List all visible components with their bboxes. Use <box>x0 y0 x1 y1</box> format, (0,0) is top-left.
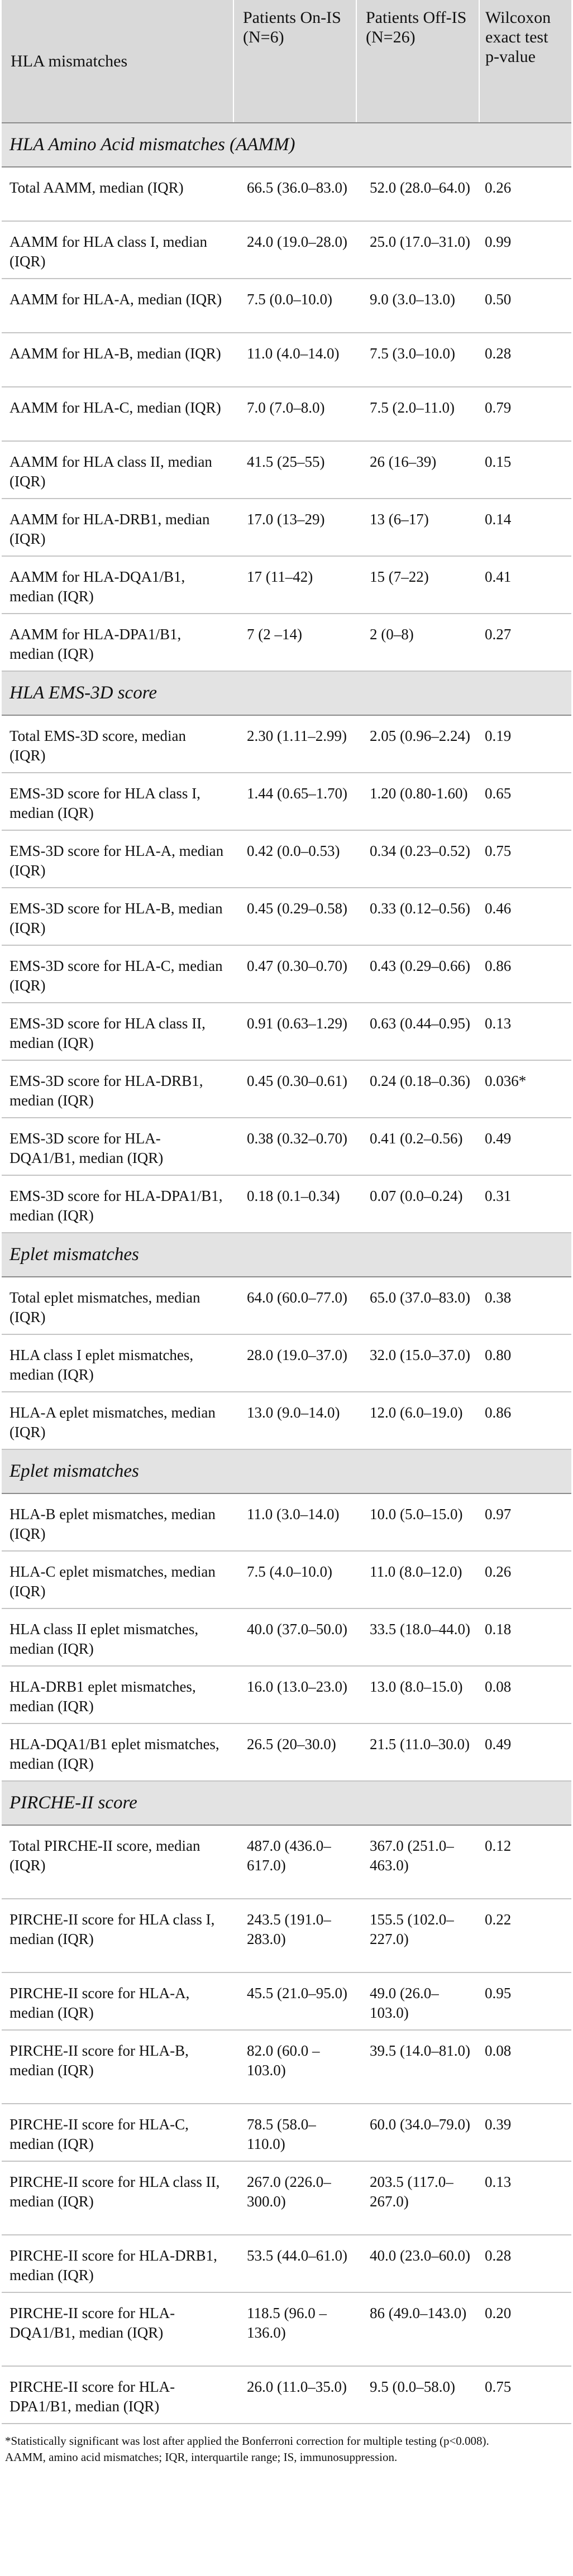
off-is-value: 49.0 (26.0–103.0) <box>356 1972 479 2030</box>
row-label: AAMM for HLA class II, median (IQR) <box>2 441 233 499</box>
off-is-value: 0.41 (0.2–0.56) <box>356 1118 479 1175</box>
header-wilcoxon-p-value: Wilcoxon exact test p-value <box>479 0 571 123</box>
on-is-value: 0.45 (0.29–0.58) <box>233 888 356 945</box>
row-label: Total eplet mismatches, median (IQR) <box>2 1277 233 1334</box>
table-row <box>2 1003 571 1060</box>
on-is-value: 26.0 (11.0–35.0) <box>233 2366 356 2424</box>
on-is-value: 2.30 (1.11–2.99) <box>233 715 356 773</box>
on-is-value: 487.0 (436.0–617.0) <box>233 1825 356 1899</box>
off-is-value: 203.5 (117.0–267.0) <box>356 2161 479 2235</box>
on-is-value: 13.0 (9.0–14.0) <box>233 1392 356 1449</box>
off-is-value: 2 (0–8) <box>356 614 479 671</box>
row-label: PIRCHE-II score for HLA class II, median (IQR) <box>2 2161 233 2235</box>
off-is-value: 10.0 (5.0–15.0) <box>356 1493 479 1551</box>
on-is-value: 66.5 (36.0–83.0) <box>233 167 356 221</box>
off-is-value: 15 (7–22) <box>356 556 479 614</box>
on-is-value: 24.0 (19.0–28.0) <box>233 221 356 279</box>
header-hla-mismatches: HLA mismatches <box>2 0 233 123</box>
on-is-value: 0.42 (0.0–0.53) <box>233 830 356 888</box>
off-is-value: 9.0 (3.0–13.0) <box>356 279 479 333</box>
off-is-value: 32.0 (15.0–37.0) <box>356 1334 479 1392</box>
off-is-value: 52.0 (28.0–64.0) <box>356 167 479 221</box>
p-value: 0.08 <box>479 2030 571 2104</box>
row-label: HLA class II eplet mismatches, median (IQR) <box>2 1608 233 1666</box>
row-label: AAMM for HLA-A, median (IQR) <box>2 279 233 333</box>
on-is-value: 16.0 (13.0–23.0) <box>233 1666 356 1723</box>
off-is-value: 0.43 (0.29–0.66) <box>356 945 479 1003</box>
p-value: 0.26 <box>479 1551 571 1608</box>
table-row <box>2 279 571 333</box>
header-patients-on-is: Patients On-IS (N=6) <box>233 0 356 123</box>
off-is-value: 25.0 (17.0–31.0) <box>356 221 479 279</box>
row-label: PIRCHE-II score for HLA-DRB1, median (IQR) <box>2 2235 233 2292</box>
row-label: PIRCHE-II score for HLA-DPA1/B1, median (IQR) <box>2 2366 233 2424</box>
row-label: EMS-3D score for HLA-C, median (IQR) <box>2 945 233 1003</box>
row-label: EMS-3D score for HLA-DQA1/B1, median (IQR) <box>2 1118 233 1175</box>
table-row <box>2 1392 571 1449</box>
off-is-value: 39.5 (14.0–81.0) <box>356 2030 479 2104</box>
p-value: 0.38 <box>479 1277 571 1334</box>
on-is-value: 0.91 (0.63–1.29) <box>233 1003 356 1060</box>
p-value: 0.86 <box>479 1392 571 1449</box>
off-is-value: 0.63 (0.44–0.95) <box>356 1003 479 1060</box>
off-is-value: 40.0 (23.0–60.0) <box>356 2235 479 2292</box>
row-label: Total PIRCHE-II score, median (IQR) <box>2 1825 233 1899</box>
p-value: 0.97 <box>479 1493 571 1551</box>
on-is-value: 78.5 (58.0–110.0) <box>233 2104 356 2161</box>
on-is-value: 7 (2 –14) <box>233 614 356 671</box>
p-value: 0.95 <box>479 1972 571 2030</box>
on-is-value: 17.0 (13–29) <box>233 499 356 556</box>
p-value: 0.41 <box>479 556 571 614</box>
off-is-value: 13 (6–17) <box>356 499 479 556</box>
row-label: AAMM for HLA class I, median (IQR) <box>2 221 233 279</box>
table-footnotes <box>2 2433 571 2465</box>
section-header-row <box>2 123 571 167</box>
p-value: 0.15 <box>479 441 571 499</box>
p-value: 0.20 <box>479 2292 571 2366</box>
p-value: 0.50 <box>479 279 571 333</box>
section-header-row <box>2 671 571 715</box>
off-is-value: 21.5 (11.0–30.0) <box>356 1723 479 1781</box>
section-title: Eplet mismatches <box>2 1233 571 1277</box>
row-label: HLA-DQA1/B1 eplet mismatches, median (IQR) <box>2 1723 233 1781</box>
table-row <box>2 1175 571 1233</box>
row-label: PIRCHE-II score for HLA-B, median (IQR) <box>2 2030 233 2104</box>
table-body <box>2 123 571 2424</box>
p-value: 0.75 <box>479 830 571 888</box>
table-row <box>2 888 571 945</box>
table-row <box>2 1277 571 1334</box>
row-label: EMS-3D score for HLA-B, median (IQR) <box>2 888 233 945</box>
table-row <box>2 1972 571 2030</box>
footnote-significance: *Statistically significant was lost after applied the Bonferroni correction for multiple testing (p<0.008). <box>5 2434 489 2448</box>
off-is-value: 9.5 (0.0–58.0) <box>356 2366 479 2424</box>
p-value: 0.19 <box>479 715 571 773</box>
off-is-value: 2.05 (0.96–2.24) <box>356 715 479 773</box>
on-is-value: 40.0 (37.0–50.0) <box>233 1608 356 1666</box>
row-label: HLA class I eplet mismatches, median (IQR) <box>2 1334 233 1392</box>
on-is-value: 64.0 (60.0–77.0) <box>233 1277 356 1334</box>
table-row <box>2 221 571 279</box>
section-title: HLA Amino Acid mismatches (AAMM) <box>2 123 571 167</box>
p-value: 0.26 <box>479 167 571 221</box>
p-value: 0.28 <box>479 333 571 387</box>
on-is-value: 0.18 (0.1–0.34) <box>233 1175 356 1233</box>
on-is-value: 7.5 (4.0–10.0) <box>233 1551 356 1608</box>
on-is-value: 7.5 (0.0–10.0) <box>233 279 356 333</box>
row-label: PIRCHE-II score for HLA class I, median (IQR) <box>2 1899 233 1972</box>
table-row <box>2 1666 571 1723</box>
off-is-value: 1.20 (0.80-1.60) <box>356 773 479 830</box>
hla-mismatch-table <box>2 0 571 2424</box>
off-is-value: 367.0 (251.0–463.0) <box>356 1825 479 1899</box>
off-is-value: 0.33 (0.12–0.56) <box>356 888 479 945</box>
off-is-value: 26 (16–39) <box>356 441 479 499</box>
off-is-value: 7.5 (3.0–10.0) <box>356 333 479 387</box>
section-title: Eplet mismatches <box>2 1449 571 1493</box>
row-label: Total EMS-3D score, median (IQR) <box>2 715 233 773</box>
on-is-value: 28.0 (19.0–37.0) <box>233 1334 356 1392</box>
section-header-row <box>2 1449 571 1493</box>
table-row <box>2 1899 571 1972</box>
row-label: PIRCHE-II score for HLA-DQA1/B1, median (IQR) <box>2 2292 233 2366</box>
p-value: 0.036* <box>479 1060 571 1118</box>
on-is-value: 26.5 (20–30.0) <box>233 1723 356 1781</box>
table-row <box>2 1608 571 1666</box>
on-is-value: 7.0 (7.0–8.0) <box>233 387 356 441</box>
p-value: 0.79 <box>479 387 571 441</box>
document <box>2 0 571 2465</box>
table-row <box>2 441 571 499</box>
row-label: AAMM for HLA-DPA1/B1, median (IQR) <box>2 614 233 671</box>
p-value: 0.14 <box>479 499 571 556</box>
p-value: 0.28 <box>479 2235 571 2292</box>
on-is-value: 82.0 (60.0 – 103.0) <box>233 2030 356 2104</box>
table-row <box>2 556 571 614</box>
p-value: 0.75 <box>479 2366 571 2424</box>
on-is-value: 267.0 (226.0–300.0) <box>233 2161 356 2235</box>
row-label: AAMM for HLA-B, median (IQR) <box>2 333 233 387</box>
p-value: 0.46 <box>479 888 571 945</box>
table-row <box>2 1060 571 1118</box>
on-is-value: 243.5 (191.0–283.0) <box>233 1899 356 1972</box>
table-row <box>2 1723 571 1781</box>
table-row <box>2 1551 571 1608</box>
off-is-value: 13.0 (8.0–15.0) <box>356 1666 479 1723</box>
on-is-value: 17 (11–42) <box>233 556 356 614</box>
table-row <box>2 387 571 441</box>
on-is-value: 0.47 (0.30–0.70) <box>233 945 356 1003</box>
table-row <box>2 1825 571 1899</box>
on-is-value: 1.44 (0.65–1.70) <box>233 773 356 830</box>
row-label: HLA-B eplet mismatches, median (IQR) <box>2 1493 233 1551</box>
off-is-value: 155.5 (102.0–227.0) <box>356 1899 479 1972</box>
table-row <box>2 167 571 221</box>
p-value: 0.86 <box>479 945 571 1003</box>
p-value: 0.31 <box>479 1175 571 1233</box>
on-is-value: 0.45 (0.30–0.61) <box>233 1060 356 1118</box>
table-row <box>2 715 571 773</box>
row-label: AAMM for HLA-DQA1/B1, median (IQR) <box>2 556 233 614</box>
table-row <box>2 773 571 830</box>
on-is-value: 53.5 (44.0–61.0) <box>233 2235 356 2292</box>
on-is-value: 41.5 (25–55) <box>233 441 356 499</box>
on-is-value: 11.0 (4.0–14.0) <box>233 333 356 387</box>
on-is-value: 11.0 (3.0–14.0) <box>233 1493 356 1551</box>
p-value: 0.13 <box>479 1003 571 1060</box>
p-value: 0.65 <box>479 773 571 830</box>
table-row <box>2 2104 571 2161</box>
row-label: EMS-3D score for HLA-DPA1/B1, median (IQR) <box>2 1175 233 1233</box>
row-label: PIRCHE-II score for HLA-A, median (IQR) <box>2 1972 233 2030</box>
section-title: PIRCHE-II score <box>2 1781 571 1825</box>
table-row <box>2 2030 571 2104</box>
off-is-value: 86 (49.0–143.0) <box>356 2292 479 2366</box>
on-is-value: 0.38 (0.32–0.70) <box>233 1118 356 1175</box>
row-label: EMS-3D score for HLA-DRB1, median (IQR) <box>2 1060 233 1118</box>
off-is-value: 0.34 (0.23–0.52) <box>356 830 479 888</box>
row-label: HLA-A eplet mismatches, median (IQR) <box>2 1392 233 1449</box>
row-label: AAMM for HLA-C, median (IQR) <box>2 387 233 441</box>
row-label: HLA-DRB1 eplet mismatches, median (IQR) <box>2 1666 233 1723</box>
section-title: HLA EMS-3D score <box>2 671 571 715</box>
p-value: 0.12 <box>479 1825 571 1899</box>
off-is-value: 65.0 (37.0–83.0) <box>356 1277 479 1334</box>
section-header-row <box>2 1781 571 1825</box>
section-header-row <box>2 1233 571 1277</box>
row-label: Total AAMM, median (IQR) <box>2 167 233 221</box>
row-label: EMS-3D score for HLA class II, median (IQR) <box>2 1003 233 1060</box>
p-value: 0.13 <box>479 2161 571 2235</box>
table-row <box>2 830 571 888</box>
table-row <box>2 1334 571 1392</box>
row-label: AAMM for HLA-DRB1, median (IQR) <box>2 499 233 556</box>
table-row <box>2 2235 571 2292</box>
table-row <box>2 333 571 387</box>
p-value: 0.22 <box>479 1899 571 1972</box>
table-header-row <box>2 0 571 123</box>
footnote-abbreviations: AAMM, amino acid mismatches; IQR, interquartile range; IS, immunosuppression. <box>5 2450 398 2464</box>
on-is-value: 118.5 (96.0 – 136.0) <box>233 2292 356 2366</box>
p-value: 0.08 <box>479 1666 571 1723</box>
row-label: EMS-3D score for HLA-A, median (IQR) <box>2 830 233 888</box>
table-row <box>2 1118 571 1175</box>
p-value: 0.27 <box>479 614 571 671</box>
p-value: 0.39 <box>479 2104 571 2161</box>
off-is-value: 11.0 (8.0–12.0) <box>356 1551 479 1608</box>
row-label: PIRCHE-II score for HLA-C, median (IQR) <box>2 2104 233 2161</box>
off-is-value: 0.24 (0.18–0.36) <box>356 1060 479 1118</box>
off-is-value: 60.0 (34.0–79.0) <box>356 2104 479 2161</box>
p-value: 0.49 <box>479 1118 571 1175</box>
p-value: 0.99 <box>479 221 571 279</box>
off-is-value: 33.5 (18.0–44.0) <box>356 1608 479 1666</box>
table-row <box>2 499 571 556</box>
header-patients-off-is: Patients Off-IS (N=26) <box>356 0 479 123</box>
p-value: 0.80 <box>479 1334 571 1392</box>
p-value: 0.49 <box>479 1723 571 1781</box>
table-row <box>2 945 571 1003</box>
off-is-value: 7.5 (2.0–11.0) <box>356 387 479 441</box>
off-is-value: 0.07 (0.0–0.24) <box>356 1175 479 1233</box>
table-row <box>2 614 571 671</box>
row-label: EMS-3D score for HLA class I, median (IQR) <box>2 773 233 830</box>
table-row <box>2 1493 571 1551</box>
table-row <box>2 2366 571 2424</box>
table-row <box>2 2161 571 2235</box>
p-value: 0.18 <box>479 1608 571 1666</box>
row-label: HLA-C eplet mismatches, median (IQR) <box>2 1551 233 1608</box>
off-is-value: 12.0 (6.0–19.0) <box>356 1392 479 1449</box>
table-row <box>2 2292 571 2366</box>
on-is-value: 45.5 (21.0–95.0) <box>233 1972 356 2030</box>
